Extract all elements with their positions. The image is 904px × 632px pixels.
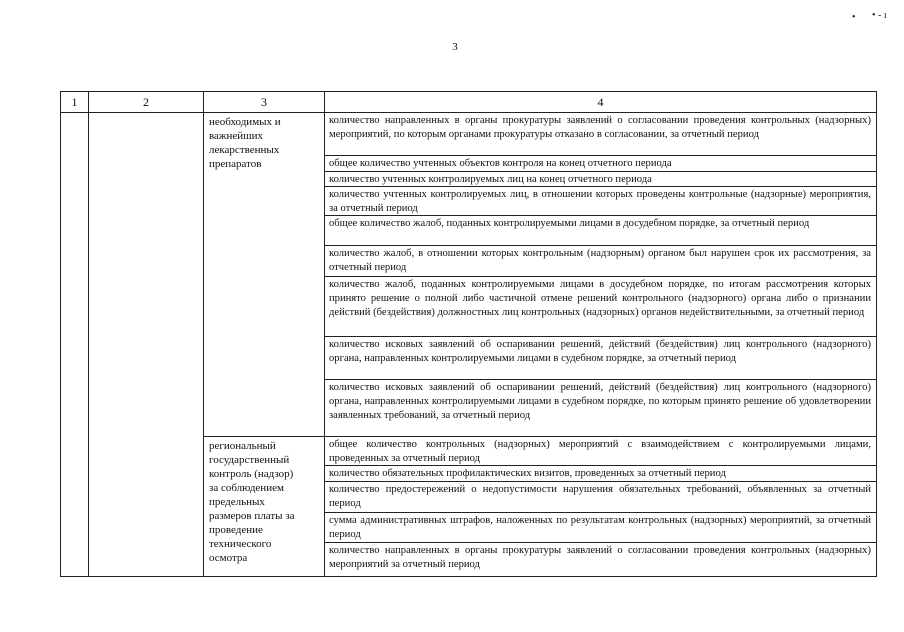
column-header: 3 — [204, 92, 325, 113]
indicators-cell — [325, 437, 877, 577]
control-type-line: препаратов — [209, 158, 262, 170]
indicators-cell — [325, 113, 877, 437]
control-type-line: за соблюдением — [209, 482, 284, 494]
control-type-cell — [204, 113, 325, 437]
control-type-line: важнейших — [209, 130, 264, 142]
column-header: 4 — [325, 92, 877, 113]
indicator-item: общее количество контрольных (надзорных) мероприятий с взаимодействием с контролируемыми лицами, проведенных за отчетный период — [325, 437, 876, 466]
table-row — [61, 113, 877, 437]
column-2-cell — [89, 113, 204, 577]
control-type-line: государственный — [209, 454, 290, 466]
page-number: 3 — [452, 41, 458, 53]
indicator-item: количество направленных в органы прокуратуры заявлений о согласовании проведения контрольных (надзорных) мероприятий, по которым органами прокуратуры отказано в согласовании, за отчетный период — [325, 113, 876, 156]
table-header-row — [61, 92, 877, 113]
indicator-item: количество направленных в органы прокуратуры заявлений о согласовании проведения контрольных (надзорных) мероприятий за отчетный период — [329, 545, 871, 570]
indicator-item: общее количество жалоб, поданных контролируемыми лицами в досудебном порядке, за отчетный период — [325, 216, 876, 246]
column-header: 2 — [89, 92, 204, 113]
control-type-line: технического — [209, 538, 272, 550]
column-1-cell — [61, 113, 89, 577]
control-type-line: лекарственных — [209, 144, 280, 156]
scan-mark: • - ı — [872, 10, 887, 21]
control-type-line: контроль (надзор) — [209, 468, 294, 480]
indicator-item: количество исковых заявлений об оспаривании решений, действий (бездействия) лиц контрольного (надзорного) органа, направленных контролируемыми лицами в судебном порядке, по которым принято решение об удовлетворении заявленных требований, за отчетный период — [329, 382, 871, 421]
control-type-line: предельных — [209, 496, 265, 508]
control-type-line: необходимых и — [209, 116, 281, 128]
column-header: 1 — [61, 92, 89, 113]
indicator-item: количество жалоб, поданных контролируемыми лицами в досудебном порядке, по итогам рассмотрения которых принято решение о полной либо частичной отмене решений контрольного (надзорного) органа либо о признании действий (бездействия) должностных лиц контрольных (надзорных) органов недействительными, за отчетный период — [325, 277, 876, 337]
control-type-line: размеров платы за — [209, 510, 295, 522]
indicators-table — [60, 91, 877, 577]
indicator-item: количество предостережений о недопустимости нарушения обязательных требований, объявленных за отчетный период — [325, 482, 876, 513]
indicator-item: количество жалоб, в отношении которых контрольным (надзорным) органом был нарушен срок их рассмотрения, за отчетный период — [325, 246, 876, 277]
indicator-item: количество исковых заявлений об оспаривании решений, действий (бездействия) лиц контрольного (надзорного) органа, направленных контролируемыми лицами в судебном порядке, за отчетный период — [325, 337, 876, 380]
control-type-cell — [204, 437, 325, 577]
indicator-item: количество учтенных контролируемых лиц, в отношении которых проведены контрольные (надзорные) мероприятия, за отчетный период — [325, 187, 876, 216]
control-type-line: осмотра — [209, 552, 248, 564]
indicator-item: общее количество учтенных объектов контроля на конец отчетного периода — [325, 156, 876, 172]
indicator-item: количество обязательных профилактических визитов, проведенных за отчетный период — [325, 466, 876, 482]
control-type-line: проведение — [209, 524, 263, 536]
control-type-line: региональный — [209, 440, 276, 452]
indicator-item: сумма административных штрафов, наложенных по результатам контрольных (надзорных) мероприятий, за отчетный период — [325, 513, 876, 543]
scan-mark: • — [852, 12, 856, 23]
indicator-item: количество учтенных контролируемых лиц на конец отчетного периода — [325, 172, 876, 187]
